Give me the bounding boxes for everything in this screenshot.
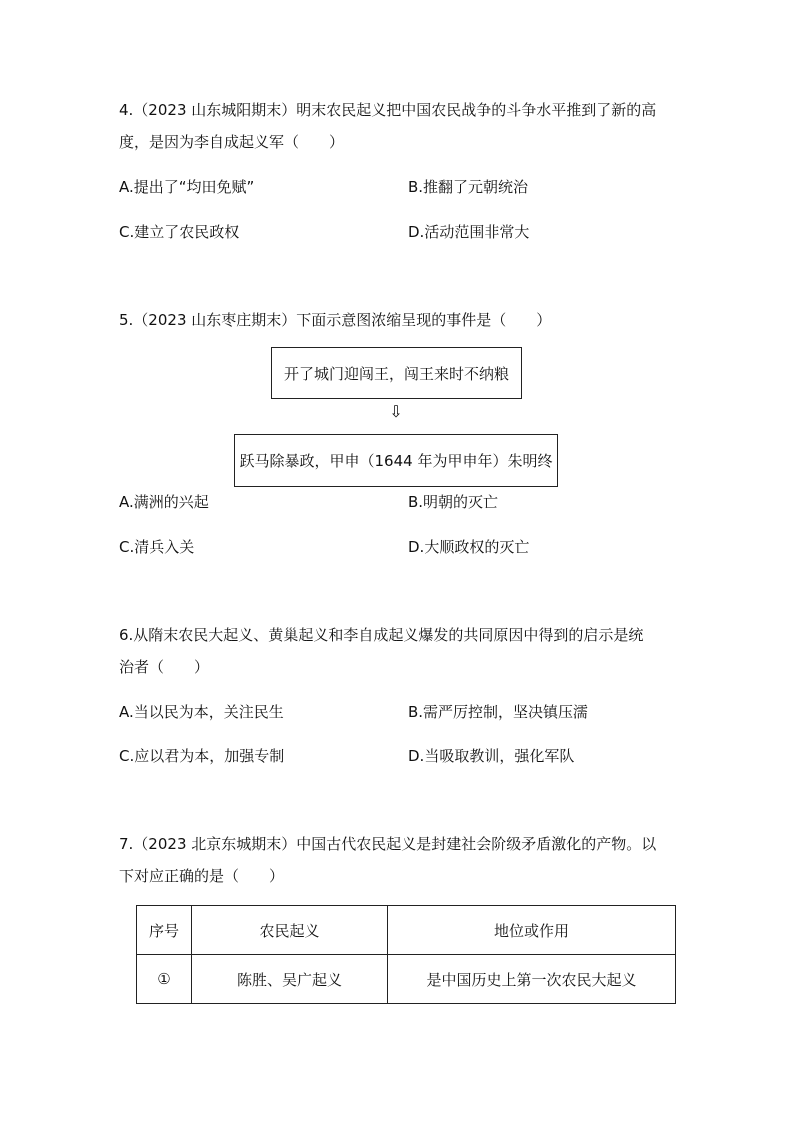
q5-diagram-box-top-text: 开了城门迎闯王，闯王来时不纳粮 — [283, 364, 509, 383]
q6-option-c: C.应以君为本，加强专制 — [119, 747, 285, 765]
q5-option-b: B.明朝的灭亡 — [408, 493, 499, 511]
q7-table-header-row — [137, 906, 676, 955]
q7-table-header-number: 序号 — [137, 906, 192, 955]
q5-diagram-box-bottom-text: 跃马除暴政，甲申（1644 年为甲申年）朱明终 — [239, 452, 553, 470]
q6-stem-line2: 治者（ ） — [119, 658, 210, 676]
q5-option-d: D.大顺政权的灭亡 — [408, 538, 530, 556]
q4-stem-line2: 度，是因为李自成起义军（ ） — [119, 133, 345, 151]
q5-diagram-box-bottom — [234, 434, 558, 487]
q6-option-d: D.当吸取教训，强化军队 — [408, 747, 575, 765]
q7-table-cell-number: ① — [137, 955, 192, 1004]
table-row — [137, 955, 676, 1004]
q5-option-a: A.满洲的兴起 — [119, 493, 209, 511]
q6-option-a: A.当以民为本，关注民生 — [119, 703, 284, 721]
q4-option-c: C.建立了农民政权 — [119, 223, 240, 241]
q4-stem-line1: 4.（2023 山东城阳期末）明末农民起义把中国农民战争的斗争水平推到了新的高 — [119, 101, 657, 119]
q5-stem: 5.（2023 山东枣庄期末）下面示意图浓缩呈现的事件是（ ） — [119, 311, 552, 329]
q7-table-header-uprising: 农民起义 — [192, 906, 388, 955]
q7-table — [136, 905, 676, 1004]
down-arrow-icon: ⇩ — [389, 402, 403, 421]
q6-stem-line1: 6.从隋末农民大起义、黄巢起义和李自成起义爆发的共同原因中得到的启示是统 — [119, 626, 644, 644]
q6-option-b: B.需严厉控制，坚决镇压濡 — [408, 703, 589, 721]
q7-stem-line1: 7.（2023 北京东城期末）中国古代农民起义是封建社会阶级矛盾激化的产物。以 — [119, 835, 657, 853]
q4-option-b: B.推翻了元朝统治 — [408, 178, 529, 196]
q7-table-header-role: 地位或作用 — [388, 906, 676, 955]
q4-option-d: D.活动范围非常大 — [408, 223, 530, 241]
q5-option-c: C.清兵入关 — [119, 538, 195, 556]
q4-option-a: A.提出了“均田免赋” — [119, 178, 255, 196]
q7-stem-line2: 下对应正确的是（ ） — [119, 867, 285, 885]
q7-table-cell-uprising: 陈胜、吴广起义 — [192, 955, 388, 1004]
q5-diagram-box-top — [271, 347, 522, 399]
q7-table-cell-role: 是中国历史上第一次农民大起义 — [388, 955, 676, 1004]
